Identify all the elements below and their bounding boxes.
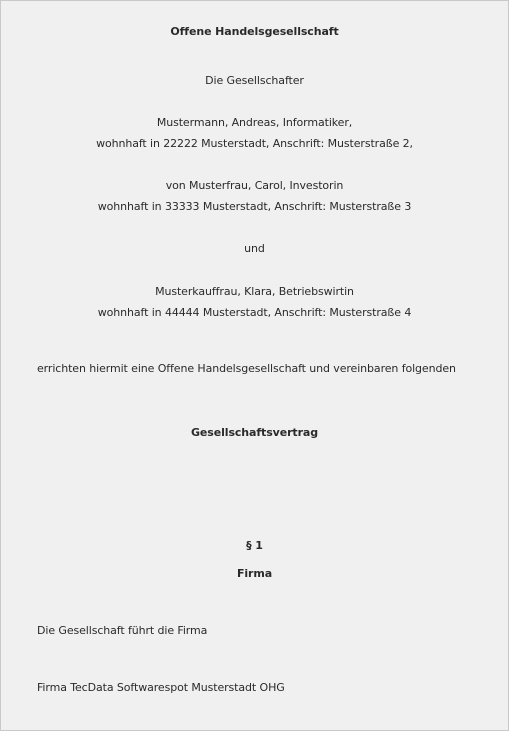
conjunction: und: [244, 242, 265, 255]
partner-3-address: wohnhaft in 44444 Musterstadt, Anschrift: Musterstraße 4: [97, 306, 412, 319]
partners-intro: Die Gesellschafter: [205, 74, 304, 87]
section-heading: Firma: [236, 567, 273, 580]
partner-1-address: wohnhaft in 22222 Musterstadt, Anschrift: Musterstraße 2,: [96, 137, 413, 150]
contract-heading: Gesellschaftsvertrag: [191, 426, 318, 439]
partner-1-name: Mustermann, Andreas, Informatiker,: [156, 116, 353, 129]
partner-2-name: von Musterfrau, Carol, Investorin: [165, 179, 344, 192]
section-text: Die Gesellschaft führt die Firma: [37, 624, 208, 637]
document-title: Offene Handelsgesellschaft: [170, 25, 339, 38]
company-name: Firma TecData Softwarespot Musterstadt OHG: [37, 681, 285, 694]
partner-2-address: wohnhaft in 33333 Musterstadt, Anschrift: Musterstraße 3: [97, 200, 412, 213]
section-number: § 1: [246, 539, 263, 552]
establishment-text: errichten hiermit eine Offene Handelsgesellschaft und vereinbaren folgenden: [37, 362, 456, 375]
partner-3-name: Musterkauffrau, Klara, Betriebswirtin: [155, 285, 354, 298]
